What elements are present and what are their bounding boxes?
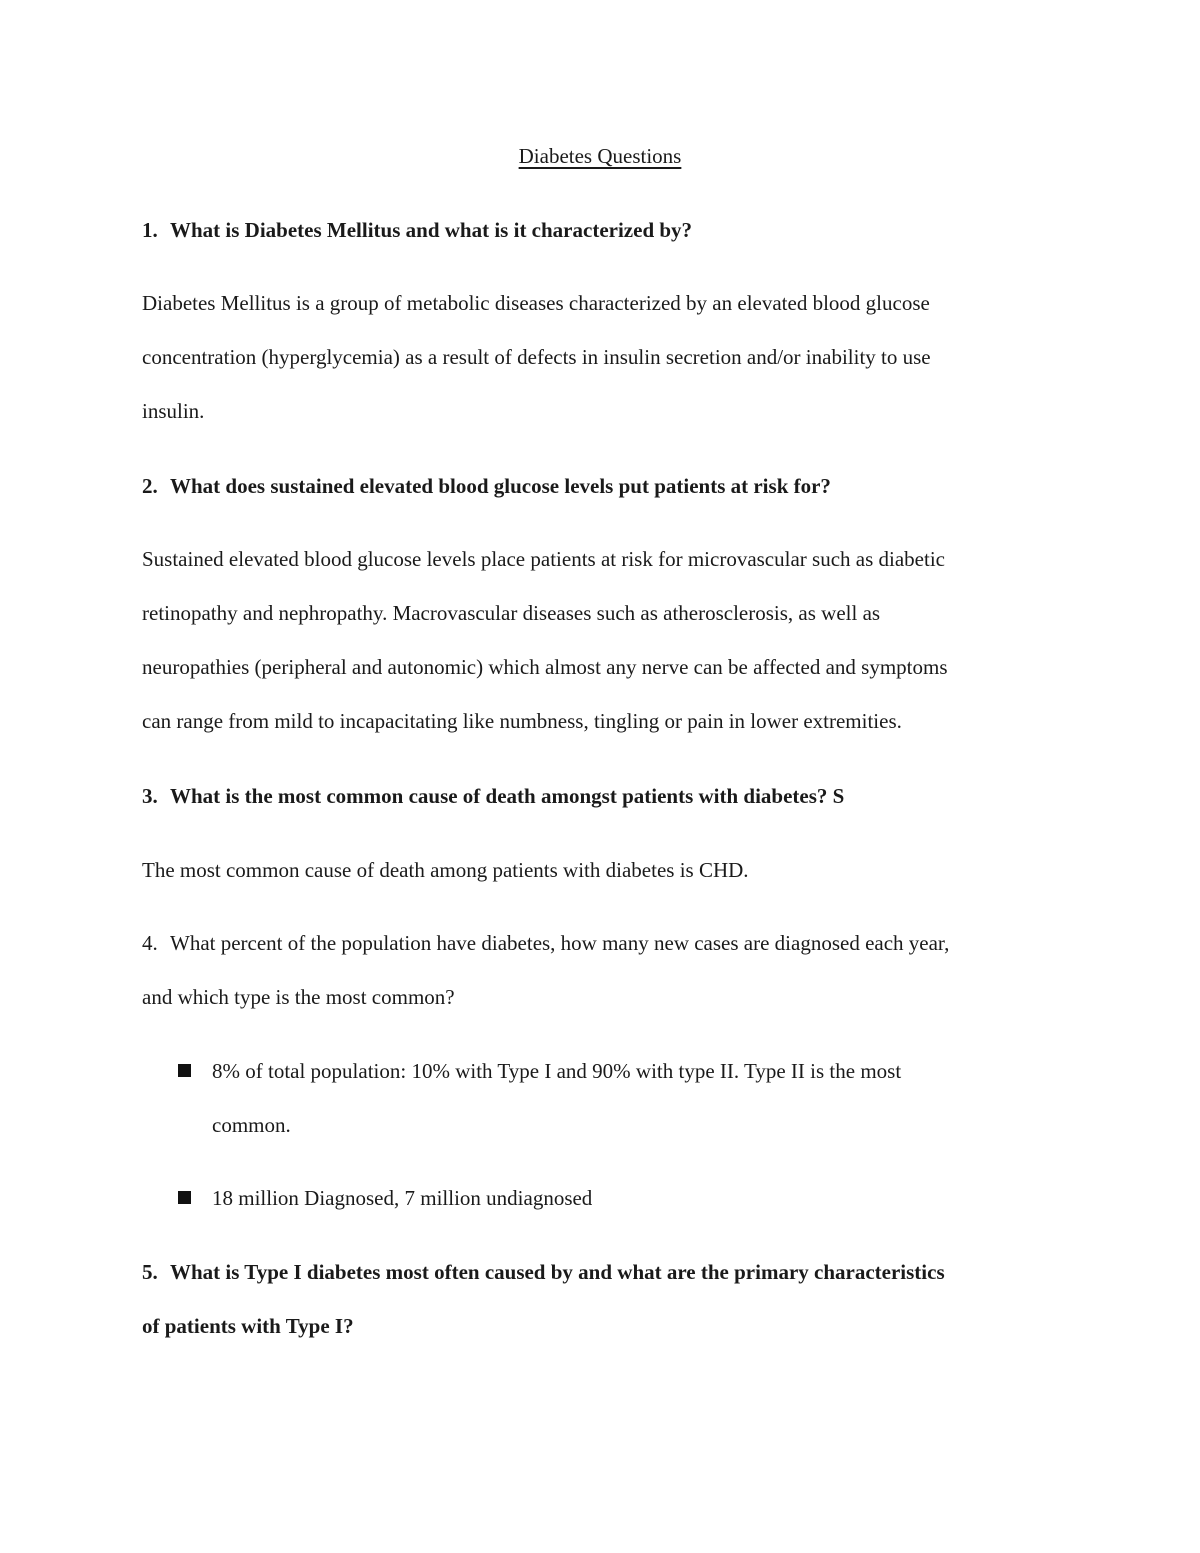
answer-1-line-3: insulin. — [142, 399, 205, 423]
question-3-number: 3. — [142, 784, 158, 808]
answer-3-line-1: The most common cause of death among patients with diabetes is CHD. — [142, 858, 749, 882]
document-title — [0, 143, 1200, 169]
question-5 — [142, 1259, 945, 1285]
answer-2-line-3: neuropathies (peripheral and autonomic) which almost any nerve can be affected and symptoms — [142, 655, 948, 679]
question-3 — [142, 783, 844, 809]
bullet-square-icon — [178, 1064, 191, 1077]
document-title-text: Diabetes Questions — [518, 144, 682, 168]
answer-1-line-2: concentration (hyperglycemia) as a result of defects in insulin secretion and/or inability to use — [142, 345, 931, 369]
question-5-text-line-1: What is Type I diabetes most often caused by and what are the primary characteristics — [170, 1260, 945, 1284]
question-4-text-line-1: What percent of the population have diabetes, how many new cases are diagnosed each year, — [170, 931, 950, 955]
bullet-1-line-1: 8% of total population: 10% with Type I and 90% with type II. Type II is the most — [212, 1059, 902, 1083]
bullet-1-line-2: common. — [212, 1113, 291, 1137]
question-5-number: 5. — [142, 1260, 158, 1284]
question-3-text: What is the most common cause of death amongst patients with diabetes? S — [170, 784, 845, 808]
bullet-square-icon — [178, 1191, 191, 1204]
question-1-text: What is Diabetes Mellitus and what is it characterized by? — [170, 218, 693, 242]
answer-2-line-1: Sustained elevated blood glucose levels place patients at risk for microvascular such as diabetic — [142, 547, 945, 571]
question-1 — [142, 217, 692, 243]
question-2-text: What does sustained elevated blood glucose levels put patients at risk for? — [170, 474, 831, 498]
question-4 — [142, 930, 949, 956]
answer-2-line-4: can range from mild to incapacitating like numbness, tingling or pain in lower extremities. — [142, 709, 902, 733]
question-1-number: 1. — [142, 218, 158, 242]
question-4-text-line-2: and which type is the most common? — [142, 985, 455, 1009]
question-2 — [142, 473, 831, 499]
question-2-number: 2. — [142, 474, 158, 498]
answer-2-line-2: retinopathy and nephropathy. Macrovascular diseases such as atherosclerosis, as well as — [142, 601, 881, 625]
question-4-number: 4. — [142, 931, 158, 955]
bullet-2-line-1: 18 million Diagnosed, 7 million undiagnosed — [212, 1186, 593, 1210]
answer-1-line-1: Diabetes Mellitus is a group of metabolic diseases characterized by an elevated blood glucose — [142, 291, 930, 315]
question-5-text-line-2: of patients with Type I? — [142, 1314, 354, 1338]
